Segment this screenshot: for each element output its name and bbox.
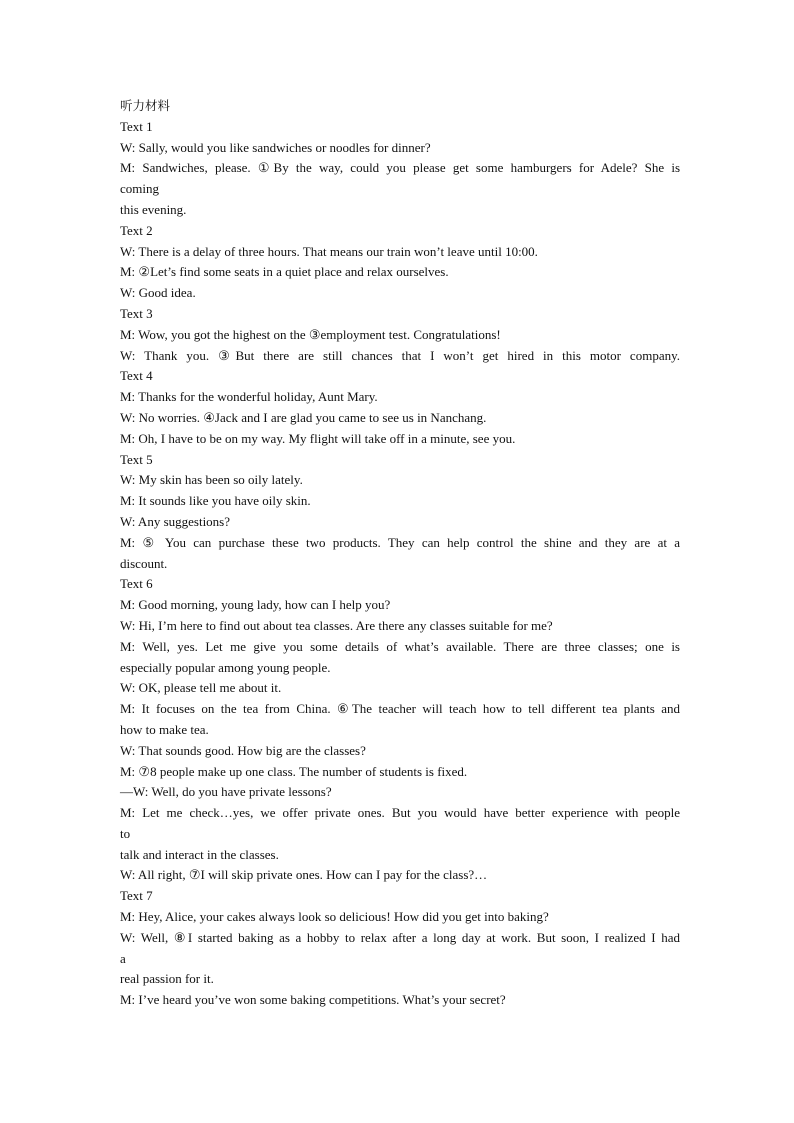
transcript-line: M: Oh, I have to be on my way. My flight will take off in a minute, see you. bbox=[120, 430, 516, 446]
transcript-line: especially popular among young people. bbox=[120, 659, 331, 675]
transcript-line: W: Sally, would you like sandwiches or noodles for dinner? bbox=[120, 139, 431, 155]
transcript-line: talk and interact in the classes. bbox=[120, 846, 279, 862]
transcript-line: M: Sandwiches, please. ①By the way, could you please get some hamburgers for Adele? She is bbox=[120, 160, 680, 176]
section-heading: Text 1 bbox=[120, 118, 153, 134]
transcript-body bbox=[120, 117, 680, 1011]
section-heading: Text 6 bbox=[120, 576, 153, 592]
transcript-line: W: There is a delay of three hours. That means our train won’t leave until 10:00. bbox=[120, 243, 538, 259]
section-heading: Text 5 bbox=[120, 451, 153, 467]
transcript-line: how to make tea. bbox=[120, 721, 209, 737]
transcript-line: M: It focuses on the tea from China. ⑥The teacher will teach how to tell different tea plants and bbox=[120, 701, 680, 717]
transcript-line: W: All right, ⑦I will skip private ones. How can I pay for the class?… bbox=[120, 867, 488, 883]
section-heading: Text 7 bbox=[120, 888, 153, 904]
transcript-line: discount. bbox=[120, 555, 168, 571]
transcript-line: W: That sounds good. How big are the classes? bbox=[120, 742, 366, 758]
transcript-line: M: Hey, Alice, your cakes always look so delicious! How did you get into baking? bbox=[120, 909, 549, 925]
transcript-line: W: OK, please tell me about it. bbox=[120, 680, 282, 696]
document-title: 听力材料 bbox=[120, 98, 171, 113]
section-heading: Text 2 bbox=[120, 222, 153, 238]
transcript-line: coming bbox=[120, 181, 159, 197]
section-heading: Text 3 bbox=[120, 305, 153, 321]
transcript-line: W: Any suggestions? bbox=[120, 513, 231, 529]
transcript-line: M: ②Let’s find some seats in a quiet place and relax ourselves. bbox=[120, 264, 449, 280]
transcript-line: —W: Well, do you have private lessons? bbox=[120, 784, 332, 800]
transcript-line: W: Hi, I’m here to find out about tea classes. Are there any classes suitable for me? bbox=[120, 617, 553, 633]
transcript-line: this evening. bbox=[120, 201, 187, 217]
transcript-line: W: Thank you. ③But there are still chances that I won’t get hired in this motor company. bbox=[120, 347, 680, 363]
transcript-line: a bbox=[120, 950, 126, 966]
transcript-line: W: Good idea. bbox=[120, 285, 196, 301]
document-page bbox=[120, 96, 680, 1011]
transcript-line: M: Good morning, young lady, how can I help you? bbox=[120, 597, 391, 613]
transcript-line: M: ⑤ You can purchase these two products. They can help control the shine and they are at a bbox=[120, 534, 680, 550]
transcript-line: W: No worries. ④Jack and I are glad you came to see us in Nanchang. bbox=[120, 409, 487, 425]
transcript-line: M: ⑦8 people make up one class. The number of students is fixed. bbox=[120, 763, 468, 779]
transcript-line: M: It sounds like you have oily skin. bbox=[120, 493, 311, 509]
transcript-line: W: My skin has been so oily lately. bbox=[120, 472, 303, 488]
transcript-line: M: I’ve heard you’ve won some baking competitions. What’s your secret? bbox=[120, 992, 506, 1008]
transcript-line: real passion for it. bbox=[120, 971, 214, 987]
transcript-line: W: Well, ⑧I started baking as a hobby to relax after a long day at work. But soon, I realized I had bbox=[120, 929, 680, 945]
section-heading: Text 4 bbox=[120, 368, 153, 384]
transcript-line: M: Thanks for the wonderful holiday, Aunt Mary. bbox=[120, 389, 378, 405]
transcript-line: M: Let me check…yes, we offer private ones. But you would have better experience with people bbox=[120, 805, 680, 821]
transcript-line: M: Wow, you got the highest on the ③employment test. Congratulations! bbox=[120, 326, 501, 342]
transcript-line: to bbox=[120, 825, 131, 841]
transcript-line: M: Well, yes. Let me give you some details of what’s available. There are three classes; one is bbox=[120, 638, 680, 654]
